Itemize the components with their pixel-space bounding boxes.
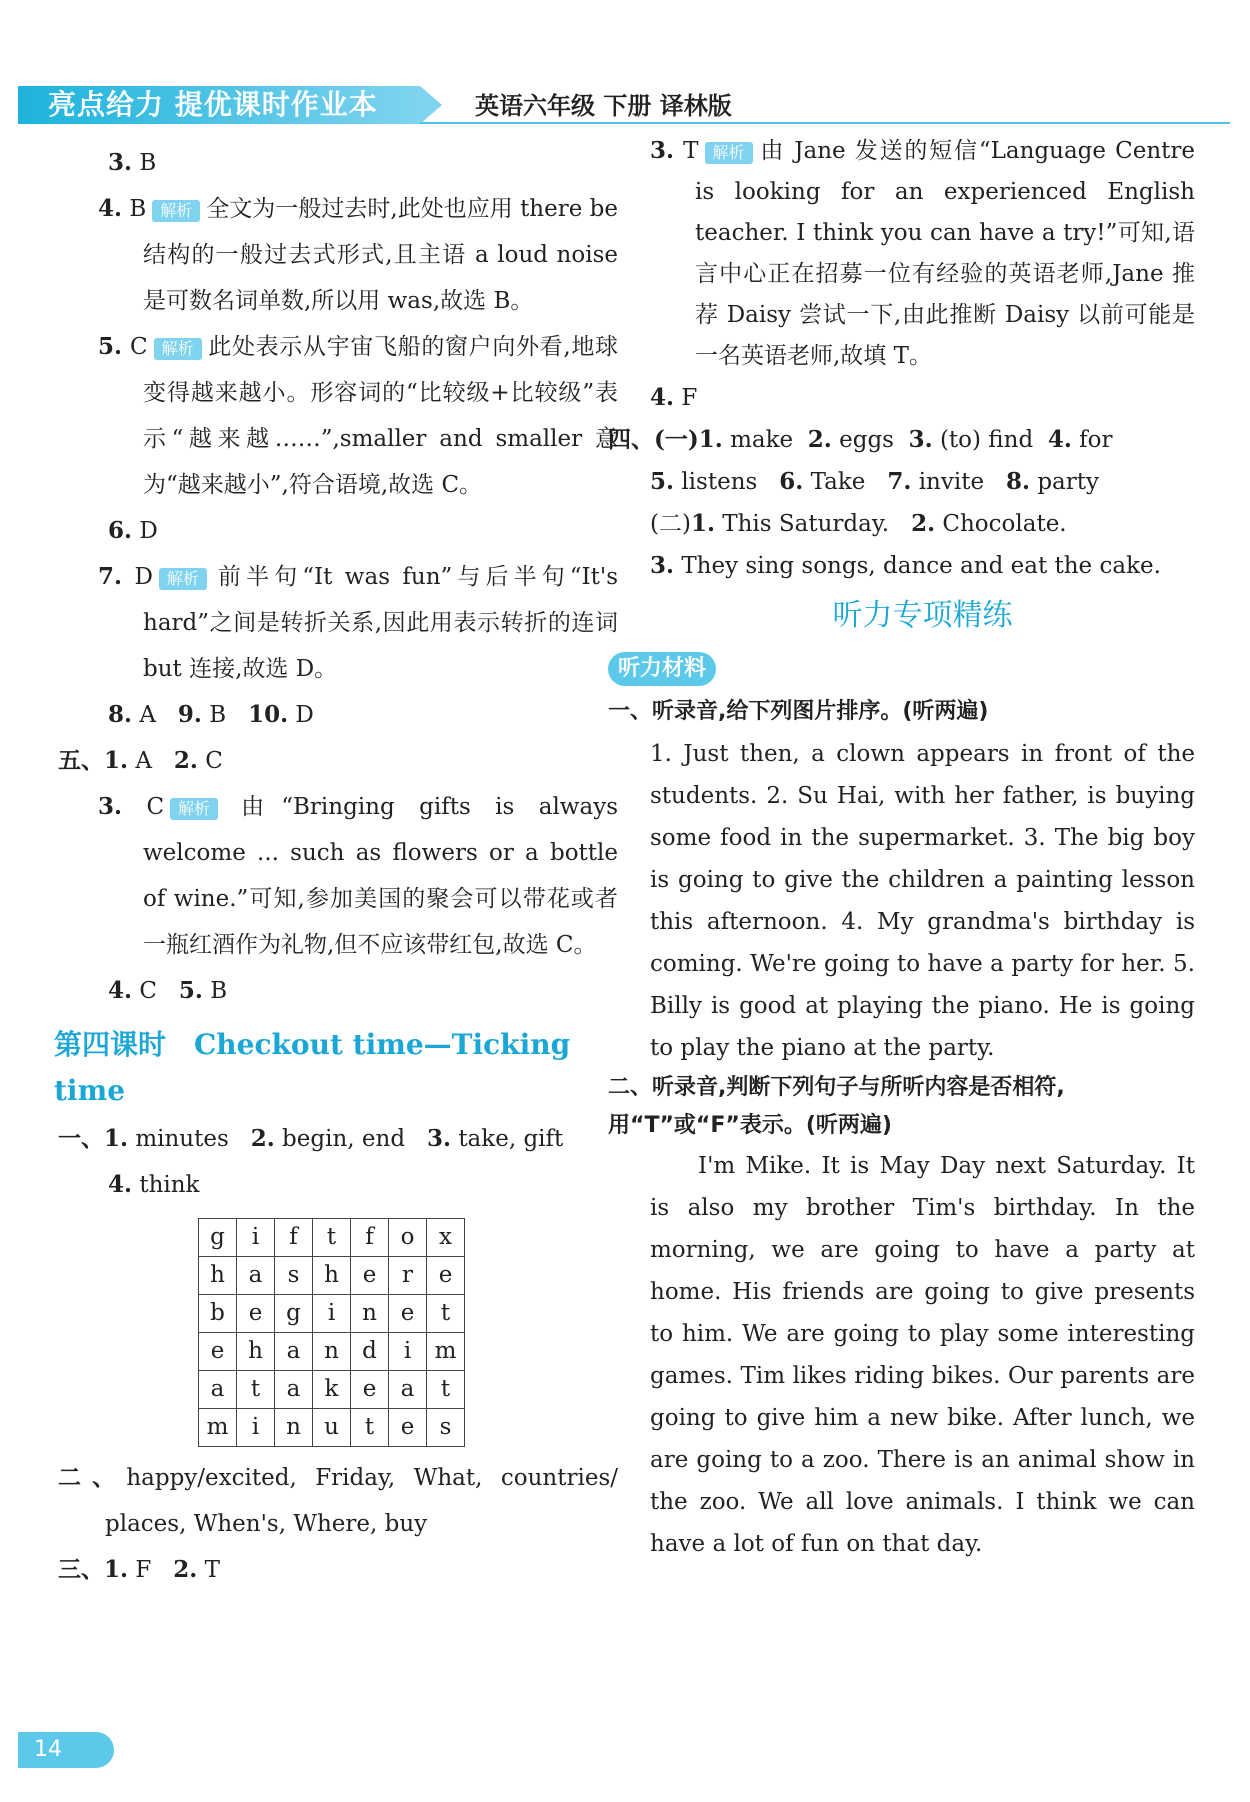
answer-item: 7. D 解析 前半句“It was fun”与后半句“It's hard”之间是转折关系,因此用表示转折的连词 but 连接,故选 D。: [98, 563, 619, 682]
answer-item: (二)1. This Saturday. 2. Chocolate.: [650, 510, 1067, 537]
part-title: 二、听录音,判断下列句子与所听内容是否相符,用“T”或“F”表示。(听两遍): [608, 1075, 1065, 1138]
grid-cell: i: [389, 1333, 427, 1371]
answer-item: 3. T 解析 由 Jane 发送的短信“Language Centre is looking for an experienced English teacher. I think you can have a try!”可知,语言中心正在招募一位有经验的英语老师,Jane 推荐 Daisy 尝试一下,由此推断 Daisy 以前可能是一名英语老师,故填 T。: [650, 137, 1195, 369]
grid-row: [199, 1371, 465, 1409]
book-info: 英语六年级 下册 译林版: [475, 92, 732, 120]
answer-item: 二、happy/excited, Friday, What, countries/ places, When's, Where, buy: [58, 1464, 618, 1537]
grid-cell: k: [313, 1371, 351, 1409]
grid-cell: i: [313, 1295, 351, 1333]
grid-cell: f: [275, 1219, 313, 1257]
answer-item: 5. C 解析 此处表示从宇宙飞船的窗户向外看,地球变得越来越小。形容词的“比较级+比较级”表示“越来越……”,smaller and smaller 意为“越来越小”,符合语境,故选 C。: [98, 333, 619, 498]
answer-item: 4. think: [108, 1171, 200, 1198]
listening-text: 1. Just then, a clown appears in front of the students. 2. Su Hai, with her father, is buying some food in the supermarket. 3. The big boy is going to give the children a painting lesson this afternoon. 4. My grandma's birthday is coming. We're going to have a party for her. 5. Billy is good at playing the piano. He is going to play the piano at the party.: [650, 741, 1195, 1061]
grid-cell: r: [389, 1257, 427, 1295]
grid-cell: n: [313, 1333, 351, 1371]
grid-cell: a: [389, 1371, 427, 1409]
grid-cell: m: [427, 1333, 465, 1371]
answer-item: 6. D: [108, 517, 158, 544]
grid-cell: a: [275, 1371, 313, 1409]
grid-cell: e: [427, 1257, 465, 1295]
listening-text: I'm Mike. It is May Day next Saturday. It is also my brother Tim's birthday. In the morning, we are going to have a party at home. His friends are going to give presents to him. We are going to play some interesting games. Tim likes riding bikes. Our parents are going to give him a new bike. After lunch, we are going to a zoo. There is an animal show in the zoo. We all love animals. I think we can have a lot of fun on that day.: [650, 1153, 1195, 1557]
grid-cell: x: [427, 1219, 465, 1257]
grid-row: [199, 1219, 465, 1257]
grid-cell: n: [275, 1409, 313, 1447]
grid-row: [199, 1333, 465, 1371]
grid-cell: g: [199, 1219, 237, 1257]
grid-cell: t: [313, 1219, 351, 1257]
grid-row: [199, 1257, 465, 1295]
answer-item: 三、1. F 2. T: [58, 1556, 220, 1583]
answer-item: 8. A 9. B 10. D: [108, 701, 314, 728]
grid-cell: u: [313, 1409, 351, 1447]
grid-cell: a: [199, 1371, 237, 1409]
word-search-grid: [198, 1218, 465, 1447]
grid-cell: b: [199, 1295, 237, 1333]
grid-cell: h: [237, 1333, 275, 1371]
grid-cell: h: [313, 1257, 351, 1295]
grid-cell: a: [275, 1333, 313, 1371]
analysis-badge: 解析: [170, 798, 218, 820]
lesson-heading: 第四课时 Checkout time—Ticking time: [54, 1028, 571, 1107]
left-column: [54, 140, 619, 1593]
grid-cell: s: [275, 1257, 313, 1295]
grid-cell: t: [427, 1295, 465, 1333]
grid-cell: e: [351, 1371, 389, 1409]
right-column: [608, 130, 1195, 1565]
analysis-badge: 解析: [159, 568, 207, 590]
grid-cell: e: [389, 1295, 427, 1333]
listening-tag: 听力材料: [608, 645, 1195, 691]
grid-cell: e: [237, 1295, 275, 1333]
grid-cell: e: [389, 1409, 427, 1447]
grid-cell: i: [237, 1409, 275, 1447]
page-number: 14: [18, 1732, 114, 1768]
grid-cell: o: [389, 1219, 427, 1257]
page-header: [18, 86, 1230, 124]
section-title: 听力专项精练: [832, 598, 1013, 633]
grid-cell: i: [237, 1219, 275, 1257]
answer-item: 五、1. A 2. C: [58, 747, 223, 774]
grid-cell: e: [351, 1257, 389, 1295]
grid-cell: h: [199, 1257, 237, 1295]
brand-banner: 亮点给力 提优课时作业本: [18, 86, 420, 124]
grid-cell: a: [237, 1257, 275, 1295]
grid-row: [199, 1295, 465, 1333]
answer-item: 四、(一)1. make 2. eggs 3. (to) find 4. for: [608, 426, 1113, 453]
grid-cell: t: [237, 1371, 275, 1409]
answer-item: 4. B 解析 全文为一般过去时,此处也应用 there be 结构的一般过去式形式,且主语 a loud noise 是可数名词单数,所以用 was,故选 B。: [98, 195, 618, 314]
answer-item: 一、1. minutes 2. begin, end 3. take, gift: [58, 1125, 564, 1152]
grid-cell: d: [351, 1333, 389, 1371]
grid-cell: t: [351, 1409, 389, 1447]
analysis-badge: 解析: [705, 142, 753, 164]
answer-item: 4. C 5. B: [108, 977, 228, 1004]
grid-cell: n: [351, 1295, 389, 1333]
grid-cell: g: [275, 1295, 313, 1333]
answer-item: 5. listens 6. Take 7. invite 8. party: [650, 468, 1099, 495]
grid-cell: s: [427, 1409, 465, 1447]
analysis-badge: 解析: [154, 338, 202, 360]
grid-row: [199, 1409, 465, 1447]
part-title: 一、听录音,给下列图片排序。(听两遍): [608, 699, 989, 724]
answer-item: 4. F: [650, 384, 698, 411]
grid-cell: e: [199, 1333, 237, 1371]
grid-cell: m: [199, 1409, 237, 1447]
answer-item: 3. C 解析 由“Bringing gifts is always welcome ... such as flowers or a bottle of wine.”可知,参加美国的聚会可以带花或者一瓶红酒作为礼物,但不应该带红包,故选 C。: [98, 793, 619, 958]
analysis-badge: 解析: [152, 200, 200, 222]
grid-cell: t: [427, 1371, 465, 1409]
answer-item: 3. B: [108, 149, 157, 176]
grid-cell: f: [351, 1219, 389, 1257]
answer-item: 3. They sing songs, dance and eat the cake.: [650, 552, 1161, 579]
